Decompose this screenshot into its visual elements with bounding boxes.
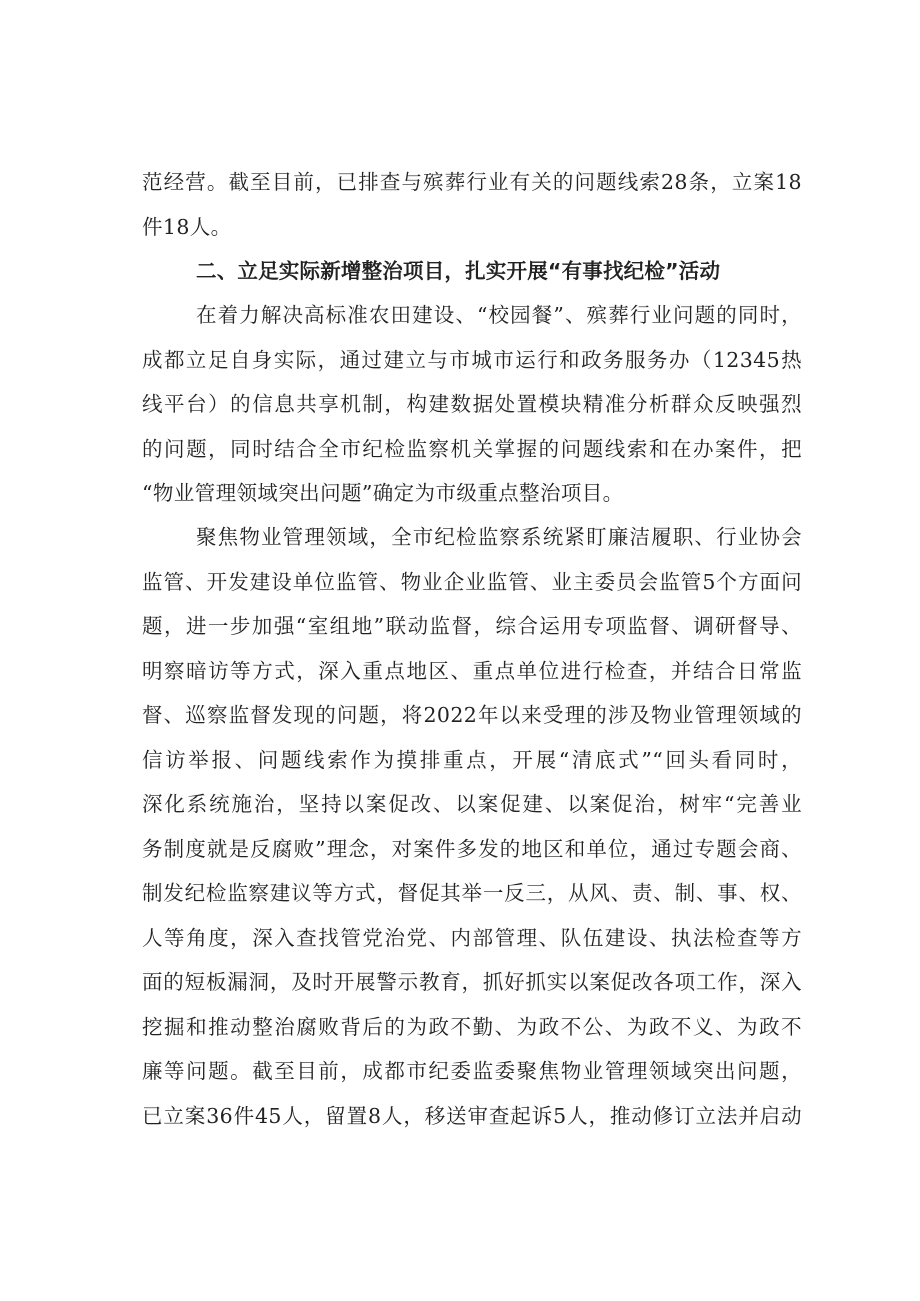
text-line-1: 范经营。截至目前，已排查与殡葬行业有关的问题线索28条，立案18 [142,170,802,194]
text-line-10: 题，进一步加强“室组地”联动监督，综合运用专项监督、调研督导、 [142,614,802,638]
text-line-8: 聚焦物业管理领域，全市纪检监察系统紧盯廉洁履职、行业协会 [196,525,802,549]
text-line-20: 廉等问题。截至目前，成都市纪委监委聚焦物业管理领域突出问题， [142,1059,802,1083]
section-heading: 二、立足实际新增整治项目，扎实开展“有事找纪检”活动 [196,259,721,283]
text-line-9: 监管、开发建设单位监管、物业企业监管、业主委员会监管5个方面问 [142,570,802,594]
text-line-12: 督、巡察监督发现的问题，将2022年以来受理的涉及物业管理领域的 [142,703,802,727]
text-line-7: “物业管理领域突出问题”确定为市级重点整治项目。 [142,481,624,505]
text-line-3: 在着力解决高标准农田建设、“校园餐”、殡葬行业问题的同时， [196,303,802,327]
text-line-11: 明察暗访等方式，深入重点地区、重点单位进行检查，并结合日常监 [142,659,802,683]
text-line-4: 成都立足自身实际，通过建立与市城市运行和政务服务办（12345热 [142,348,802,372]
text-line-15: 务制度就是反腐败”理念，对案件多发的地区和单位，通过专题会商、 [142,837,802,861]
text-line-16: 制发纪检监察建议等方式，督促其举一反三，从风、责、制、事、权、 [142,881,802,905]
text-line-13: 信访举报、问题线索作为摸排重点，开展“清底式”“回头看同时， [142,748,802,772]
text-line-14: 深化系统施治，坚持以案促改、以案促建、以案促治，树牢“完善业 [142,792,802,816]
text-line-2: 件18人。 [142,215,232,239]
text-line-21: 已立案36件45人，留置8人，移送审查起诉5人，推动修订立法并启动 [142,1104,802,1128]
text-line-17: 人等角度，深入查找管党治党、内部管理、队伍建设、执法检查等方 [142,926,802,950]
text-line-6: 的问题，同时结合全市纪检监察机关掌握的问题线索和在办案件，把 [142,437,802,461]
text-line-19: 挖掘和推动整治腐败背后的为政不勤、为政不公、为政不义、为政不 [142,1015,802,1039]
text-line-5: 线平台）的信息共享机制，构建数据处置模块精准分析群众反映强烈 [142,392,802,416]
text-line-18: 面的短板漏洞，及时开展警示教育，抓好抓实以案促改各项工作，深入 [142,970,802,994]
